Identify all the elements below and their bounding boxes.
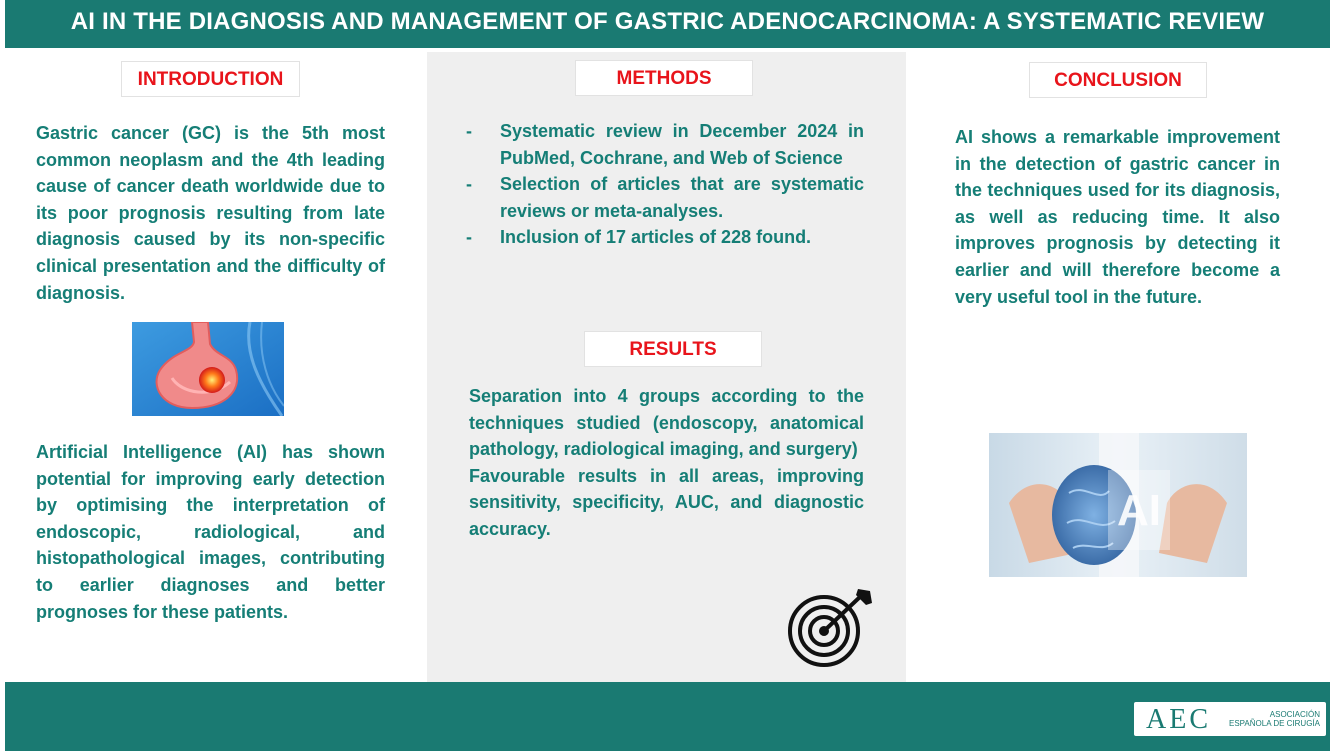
results-text [469, 383, 864, 543]
introduction-heading: INTRODUCTION [121, 61, 300, 97]
poster-header [5, 0, 1330, 48]
ai-chip-text: AI [1117, 486, 1161, 535]
methods-item: - Inclusion of 17 articles of 228 found. [466, 224, 864, 251]
conclusion-text [955, 124, 1280, 310]
stomach-illustration [132, 322, 284, 416]
logo-wordmark: AEC [1146, 704, 1211, 735]
results-paragraph-1: Separation into 4 groups according to the techniques studied (endoscopy, anatomical pathology, radiological imaging, and surgery) [469, 386, 864, 460]
ai-brain-illustration [989, 433, 1247, 577]
introduction-text-1 [36, 120, 385, 306]
conclusion-paragraph: AI shows a remarkable improvement in the detection of gastric cancer in the techniques used for its diagnosis, as well as reducing time. It also improves prognosis by detecting it earlier and will therefore become a very useful tool in the future. [955, 127, 1280, 307]
poster-title: AI IN THE DIAGNOSIS AND MANAGEMENT OF GASTRIC ADENOCARCINOMA: A SYSTEMATIC REVIEW [70, 8, 1265, 35]
introduction-paragraph-2: Artificial Intelligence (AI) has shown potential for improving early detection by optimising the interpretation of endoscopic, radiological, and histopathological images, contributing to earlier diagnoses and better prognoses for these patients. [36, 442, 385, 622]
methods-item: - Selection of articles that are systematic reviews or meta-analyses. [466, 171, 864, 224]
aec-logo [1134, 702, 1326, 736]
logo-subtitle: ASOCIACIÓN ESPAÑOLA DE CIRUGÍA [1229, 710, 1320, 728]
introduction-paragraph-1: Gastric cancer (GC) is the 5th most common neoplasm and the 4th leading cause of cancer death worldwide due to its poor prognosis resulting from late diagnosis caused by its non-specific clinical presentation and the difficulty of diagnosis. [36, 123, 385, 303]
introduction-text-2 [36, 439, 385, 625]
poster-footer [5, 682, 1330, 751]
methods-heading: METHODS [575, 60, 753, 96]
results-paragraph-2: Favourable results in all areas, improving sensitivity, specificity, AUC, and diagnostic accuracy. [469, 465, 864, 539]
methods-list [466, 118, 864, 251]
target-arrow-icon [786, 585, 876, 670]
results-heading: RESULTS [584, 331, 762, 367]
methods-item: - Systematic review in December 2024 in PubMed, Cochrane, and Web of Science [466, 118, 864, 171]
conclusion-heading: CONCLUSION [1029, 62, 1207, 98]
